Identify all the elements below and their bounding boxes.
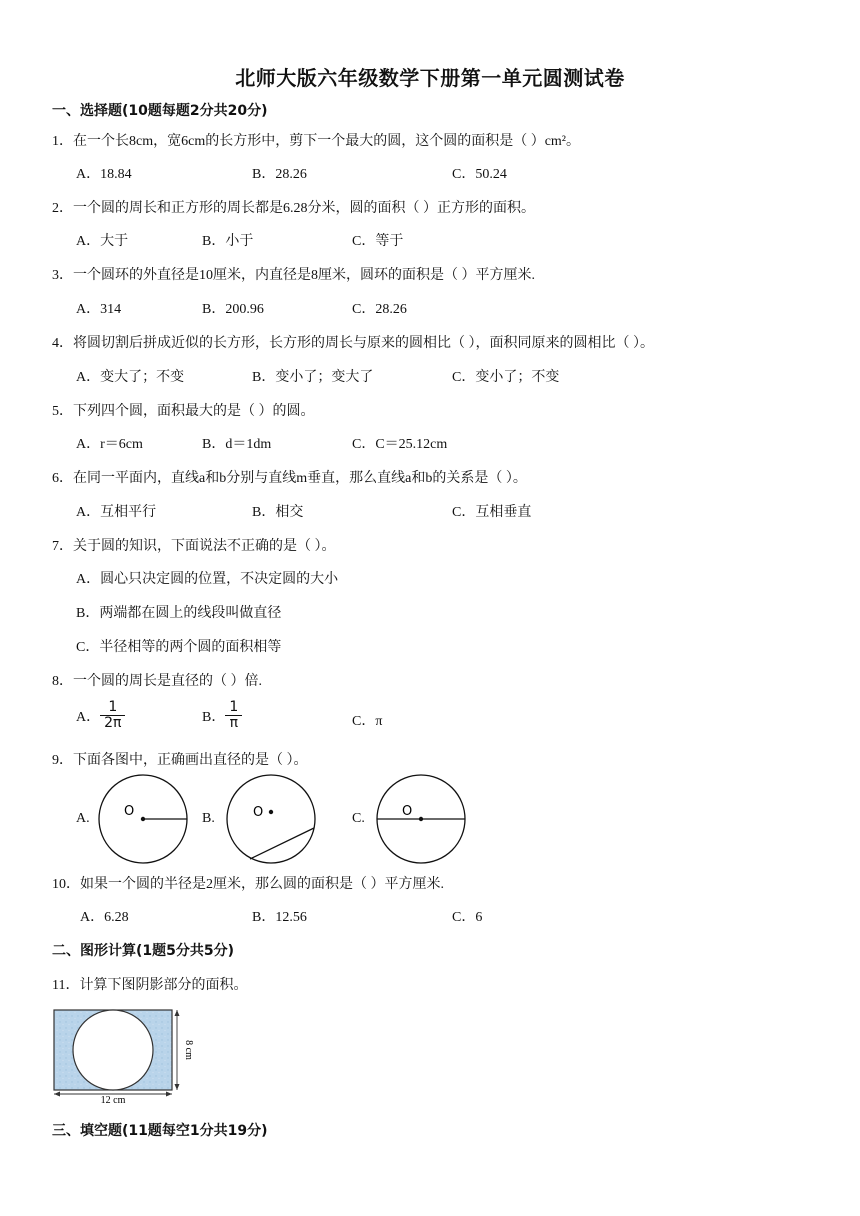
q8-option-c[interactable]: C．π [352, 714, 383, 729]
q3-option-b[interactable]: B．200.96 [202, 302, 264, 317]
q7-option-c[interactable]: C．半径相等的两个圆的面积相等 [76, 640, 282, 655]
q9-option-a-circle-figure[interactable] [96, 773, 190, 867]
q9-option-b-circle-figure[interactable] [224, 773, 318, 867]
section-choice-heading: 一、选择题(10题每题2分共20分) [52, 103, 268, 119]
question-7: 7．关于圆的知识，下面说法不正确的是（ ）。 [52, 539, 336, 554]
section-fill-blank-heading: 三、填空题(11题每空1分共19分) [52, 1123, 268, 1139]
question-9: 9．下面各图中，正确画出直径的是（ ）。 [52, 753, 308, 768]
q5-option-a[interactable]: A．r＝6cm [76, 437, 143, 452]
inscribed-circle [73, 1010, 153, 1090]
fraction-denominator: 2π [104, 715, 122, 731]
q2-option-c[interactable]: C．等于 [352, 234, 404, 249]
fraction-numerator: 1 [229, 699, 239, 715]
q7-option-b[interactable]: B．两端都在圆上的线段叫做直径 [76, 606, 282, 621]
circle-center-label: O [253, 805, 264, 820]
q2-option-b[interactable]: B．小于 [202, 234, 254, 249]
q4-option-a[interactable]: A．变大了；不变 [76, 370, 185, 385]
q10-option-a[interactable]: A．6.28 [80, 910, 129, 925]
q9-option-b-label[interactable]: B. [202, 811, 215, 826]
fraction-denominator: π [229, 715, 239, 731]
fraction-one-over-two-pi [102, 700, 123, 731]
question-6: 6．在同一平面内，直线a和b分别与直线m垂直，那么直线a和b的关系是（ ）。 [52, 471, 527, 486]
q4-option-c[interactable]: C．变小了；不变 [452, 370, 560, 385]
q5-option-b[interactable]: B．d＝1dm [202, 437, 272, 452]
q8-option-a-label: A． [76, 709, 101, 725]
question-2: 2．一个圆的周长和正方形的周长都是6.28分米，圆的面积（ ）正方形的面积。 [52, 201, 535, 216]
question-1: 1．在一个长8cm，宽6cm的长方形中，剪下一个最大的圆，这个圆的面积是（ ）cm²。 [52, 134, 581, 149]
q6-option-b[interactable]: B．相交 [252, 505, 304, 520]
question-3: 3．一个圆环的外直径是10厘米，内直径是8厘米，圆环的面积是（ ）平方厘米. [52, 268, 535, 283]
q2-option-a[interactable]: A．大于 [76, 234, 129, 249]
q3-option-a[interactable]: A．314 [76, 302, 122, 317]
q8-option-b-label: B． [202, 709, 226, 725]
q1-option-b[interactable]: B．28.26 [252, 167, 307, 182]
q8-option-a[interactable] [76, 700, 123, 731]
section-calculation-heading: 二、图形计算(1题5分共5分) [52, 943, 235, 959]
fraction-numerator: 1 [108, 699, 118, 715]
width-label: 12 cm [100, 1095, 126, 1106]
shaded-area-figure [52, 1008, 192, 1104]
q7-option-a[interactable]: A．圆心只决定圆的位置，不决定圆的大小 [76, 572, 339, 587]
q4-option-b[interactable]: B．变小了；变大了 [252, 370, 374, 385]
q1-option-c[interactable]: C．50.24 [452, 167, 507, 182]
q3-option-c[interactable]: C．28.26 [352, 302, 407, 317]
circle-center-label: O [402, 804, 413, 819]
fraction-one-over-pi [227, 700, 240, 731]
question-8: 8．一个圆的周长是直径的（ ）倍. [52, 674, 262, 689]
q9-option-c-circle-figure[interactable] [374, 773, 468, 867]
question-5: 5．下列四个圆，面积最大的是（ ）的圆。 [52, 404, 315, 419]
height-label: 8 cm [183, 1040, 194, 1060]
q10-option-c[interactable]: C．6 [452, 910, 483, 925]
q5-option-c[interactable]: C．C＝25.12cm [352, 437, 448, 452]
question-4: 4．将圆切割后拼成近似的长方形，长方形的周长与原来的圆相比（ ），面积同原来的圆相比（ ）。 [52, 336, 654, 351]
question-10: 10．如果一个圆的半径是2厘米，那么圆的面积是（ ）平方厘米. [52, 877, 444, 892]
q10-option-b[interactable]: B．12.56 [252, 910, 307, 925]
q1-option-a[interactable]: A．18.84 [76, 167, 132, 182]
q9-option-a-label[interactable]: A. [76, 811, 90, 826]
q9-option-c-label[interactable]: C. [352, 811, 365, 826]
q6-option-a[interactable]: A．互相平行 [76, 505, 157, 520]
circle-center-label: O [124, 804, 135, 819]
q8-option-b[interactable] [202, 700, 240, 731]
question-11: 11．计算下图阴影部分的面积。 [52, 978, 248, 993]
q6-option-c[interactable]: C．互相垂直 [452, 505, 532, 520]
page-title: 北师大版六年级数学下册第一单元圆测试卷 [235, 66, 625, 90]
